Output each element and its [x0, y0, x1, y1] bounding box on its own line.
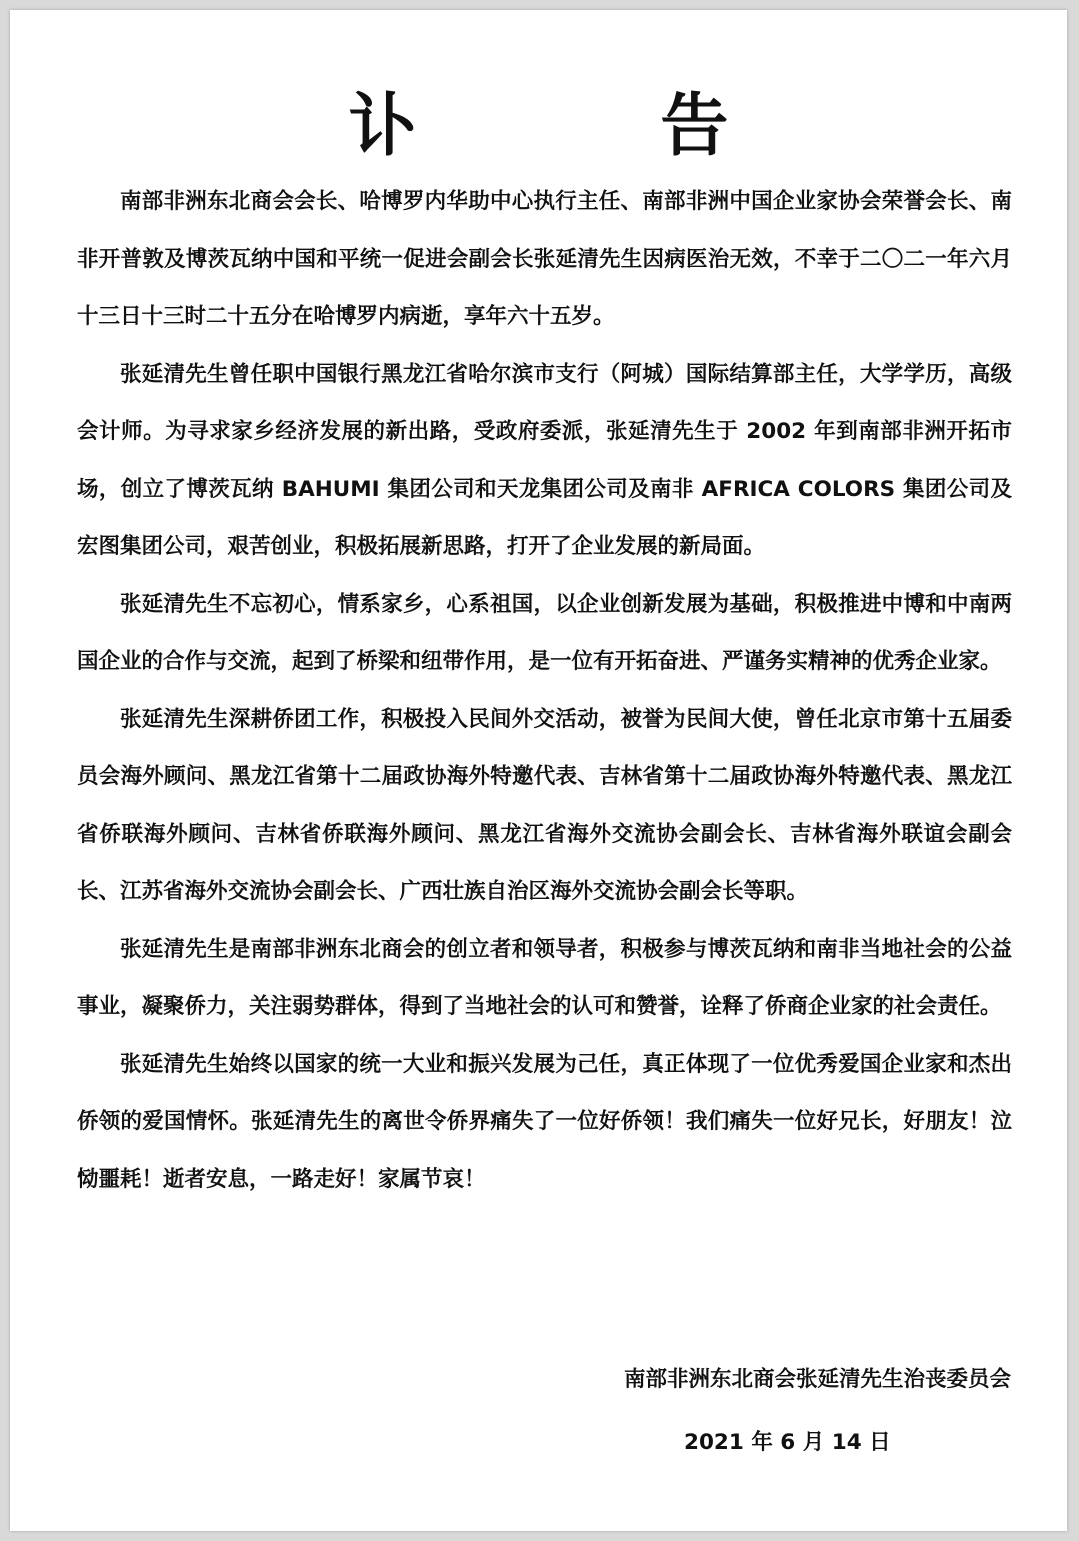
paragraph-career: 张延清先生曾任职中国银行黑龙江省哈尔滨市支行（阿城）国际结算部主任，大学学历，高级会计师。为寻求家乡经济发展的新出路，受政府委派，张延清先生于 2002 年到南部非洲开拓市场，创立了博茨瓦纳 BAHUMI 集团公司和天龙集团公司及南非 AFRICA COLORS 集团公司及宏图集团公司，艰苦创业，积极拓展新思路，打开了企业发展的新局面。	[77, 361, 1012, 559]
document-body	[77, 173, 1012, 1208]
paragraph-character: 张延清先生不忘初心，情系家乡，心系祖国，以企业创新发展为基础，积极推进中博和中南两国企业的合作与交流，起到了桥梁和纽带作用，是一位有开拓奋进、严谨务实精神的优秀企业家。	[77, 591, 1012, 674]
document-date: 2021 年 6 月 14 日	[684, 1430, 891, 1455]
paragraph-announcement: 南部非洲东北商会会长、哈博罗内华助中心执行主任、南部非洲中国企业家协会荣誉会长、南非开普敦及博茨瓦纳中国和平统一促进会副会长张延清先生因病医治无效，不幸于二〇二一年六月十三日十三时二十五分在哈博罗内病逝，享年六十五岁。	[77, 189, 1012, 329]
paragraph-community-roles: 张延清先生深耕侨团工作，积极投入民间外交活动，被誉为民间大使，曾任北京市第十五届委员会海外顾问、黑龙江省第十二届政协海外特邀代表、吉林省第十二届政协海外特邀代表、黑龙江省侨联海外顾问、吉林省侨联海外顾问、黑龙江省海外交流协会副会长、吉林省海外联谊会副会长、江苏省海外交流协会副会长、广西壮族自治区海外交流协会副会长等职。	[77, 706, 1012, 904]
document-page	[10, 10, 1067, 1531]
paragraph-chamber-founder: 张延清先生是南部非洲东北商会的创立者和领导者，积极参与博茨瓦纳和南非当地社会的公益事业，凝聚侨力，关注弱势群体，得到了当地社会的认可和赞誉，诠释了侨商企业家的社会责任。	[77, 936, 1012, 1019]
paragraph-tribute: 张延清先生始终以国家的统一大业和振兴发展为己任，真正体现了一位优秀爱国企业家和杰出侨领的爱国情怀。张延清先生的离世令侨界痛失了一位好侨领！我们痛失一位好兄长，好朋友！泣恸噩耗！逝者安息，一路走好！家属节哀！	[77, 1051, 1012, 1192]
document-title: 讣 告	[348, 87, 839, 166]
signature-committee: 南部非洲东北商会张延清先生治丧委员会	[623, 1367, 1011, 1392]
